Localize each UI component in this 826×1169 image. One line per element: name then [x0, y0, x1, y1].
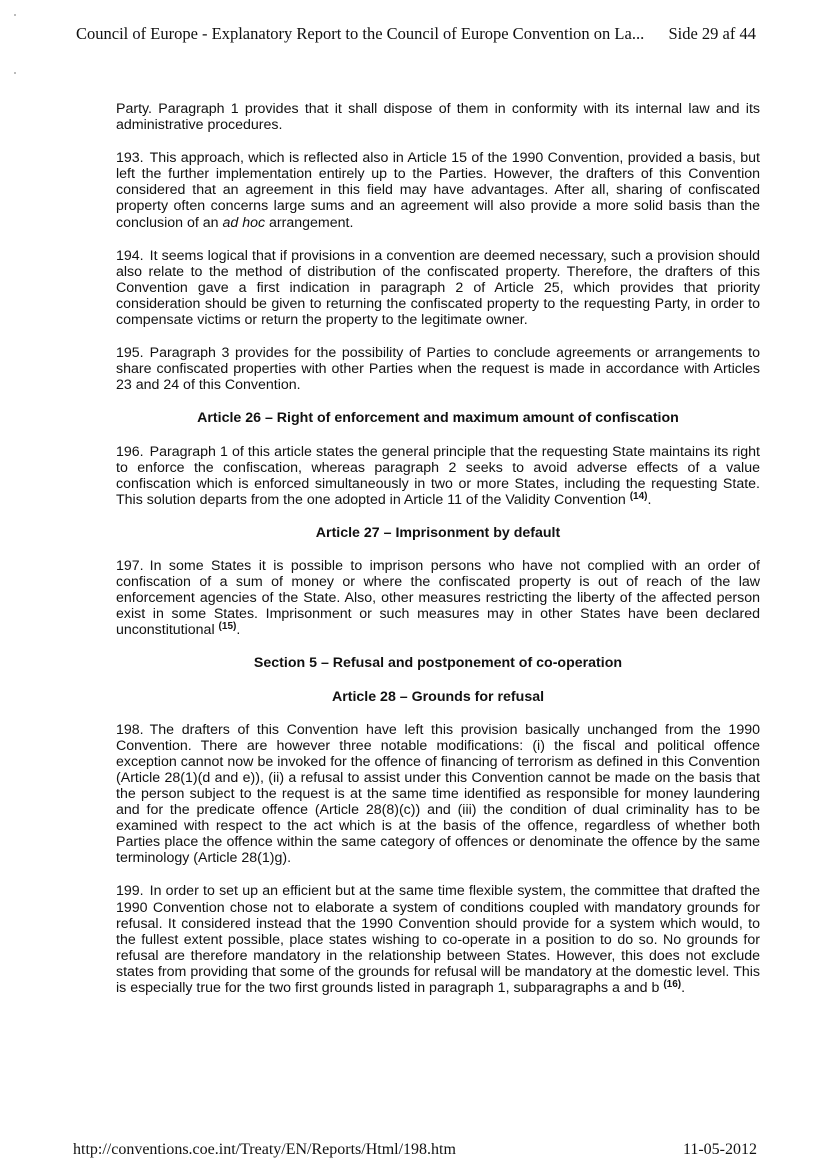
paragraph-end: .: [236, 622, 241, 639]
emphasis-text: ad hoc: [222, 214, 266, 231]
footnote-ref-16[interactable]: (16): [663, 979, 682, 991]
footnote-ref-14[interactable]: (14): [629, 490, 648, 502]
page-footer: [73, 1141, 757, 1159]
paragraph-194: [116, 248, 760, 328]
paragraph-text: In order to set up an efficient but at the same time flexible system, the committee that drafted the 1990 Convention chose not to elaborate a system of conditions coupled with mandatory grounds for refusal. It considered instead that the 1990 Convention should provide for a system which would, to the fullest extent possible, place states wishing to co-operate in a position to do so. No grounds for refusal are therefore mandatory in the relationship between States. However, this does not exclude states from providing that some of the grounds for refusal will be mandatory at the domestic level. This is especially true for the two first grounds listed in paragraph 1, subparagraphs a and b: [116, 883, 760, 997]
paragraph-198: [116, 722, 760, 867]
paragraph-199: [116, 883, 760, 996]
scan-speck: [14, 72, 16, 74]
paragraph-number: 199.: [116, 883, 144, 900]
paragraph-text: In some States it is possible to imprison persons who have not complied with an order of confiscation of a sum of money or where the confiscated property is out of reach of the law enforcement agencies of the State. Also, other measures restricting the liberty of the affected person exist in some States. Imprisonment or such measures may in other States have been declared unconstitutional: [116, 557, 760, 639]
paragraph-195: [116, 345, 760, 393]
paragraph-text: The drafters of this Convention have left this provision basically unchanged from the 1990 Convention. There are however three notable modifications: (i) the fiscal and political offence exception cannot now be invoked for the offence of financing of terrorism as defined in this Convention (Article 28(1)(d and e)), (ii) a refusal to assist under this Convention cannot be made on the basis that the person subject to the request is at the same time identified as responsible for money laundering and for the predicate offence (Article 28(8)(c)) and (iii) the condition of dual criminality has to be examined with respect to the act which is at the basis of the offence, regardless of whether both Parties place the offence within the same category of offences or denominate the offence by the same terminology (Article 28(1)g).: [116, 721, 760, 867]
report-body: [116, 101, 760, 1013]
page-header: [76, 24, 756, 44]
paragraph-number: 195.: [116, 345, 144, 362]
footnote-ref-15[interactable]: (15): [218, 621, 237, 633]
paragraph-text: It seems logical that if provisions in a convention are deemed necessary, such a provision should also relate to the method of distribution of the confiscated property. Therefore, the drafters of this Convention gave a first indication in paragraph 2 of Article 25, which provides that priority consideration should be given to returning the confiscated property to the requesting Party, in order to compensate victims or return the property to the legitimate owner.: [116, 247, 760, 329]
scan-speck: [14, 14, 16, 16]
paragraph-193: [116, 150, 760, 230]
print-date: 11-05-2012: [682, 1141, 757, 1158]
heading-article-27: Article 27 – Imprisonment by default: [315, 524, 561, 541]
heading-article-26: Article 26 – Right of enforcement and maximum amount of confiscation: [197, 410, 679, 427]
heading-section-5: Section 5 – Refusal and postponement of co-operation: [253, 655, 623, 672]
page-number: Side 29 af 44: [668, 24, 756, 43]
paragraph-number: 198.: [116, 721, 144, 738]
paragraph-number: 196.: [116, 443, 144, 460]
paragraph-number: 197.: [116, 557, 144, 574]
paragraph-continued: Party. Paragraph 1 provides that it shall dispose of them in conformity with its internal law and its administrative procedures.: [116, 101, 760, 134]
paragraph-end: .: [647, 491, 652, 508]
paragraph-text: Paragraph 3 provides for the possibility of Parties to conclude agreements or arrangements to share confiscated properties with other Parties when the request is made in accordance with Articles 23 and 24 of this Convention.: [116, 345, 760, 394]
paragraph-text: Paragraph 1 of this article states the general principle that the requesting State maintains its right to enforce the confiscation, whereas paragraph 2 seeks to avoid adverse effects of a value confiscation which is enforced simultaneously in two or more States, including the requesting State. This solution departs from the one adopted in Article 11 of the Validity Convention: [116, 443, 760, 508]
paragraph-end: .: [681, 980, 686, 997]
document-title: Council of Europe - Explanatory Report to the Council of Europe Convention on La...: [76, 24, 645, 43]
paragraph-number: 194.: [116, 247, 144, 264]
paragraph-197: [116, 558, 760, 638]
paragraph-text: This approach, which is reflected also in Article 15 of the 1990 Convention, provided a basis, but left the further implementation entirely up to the Parties. However, the drafters of this Convention considered that an agreement in this field may have advantages. After all, sharing of confiscated property often concerns large sums and an agreement will also provide a more solid basis than the conclusion of an: [116, 150, 760, 231]
paragraph-number: 193.: [116, 150, 144, 167]
heading-article-28: Article 28 – Grounds for refusal: [331, 688, 545, 705]
paragraph-196: [116, 444, 760, 508]
source-url[interactable]: http://conventions.coe.int/Treaty/EN/Reports/Html/198.htm: [73, 1141, 456, 1158]
paragraph-text-end: arrangement.: [265, 214, 354, 231]
